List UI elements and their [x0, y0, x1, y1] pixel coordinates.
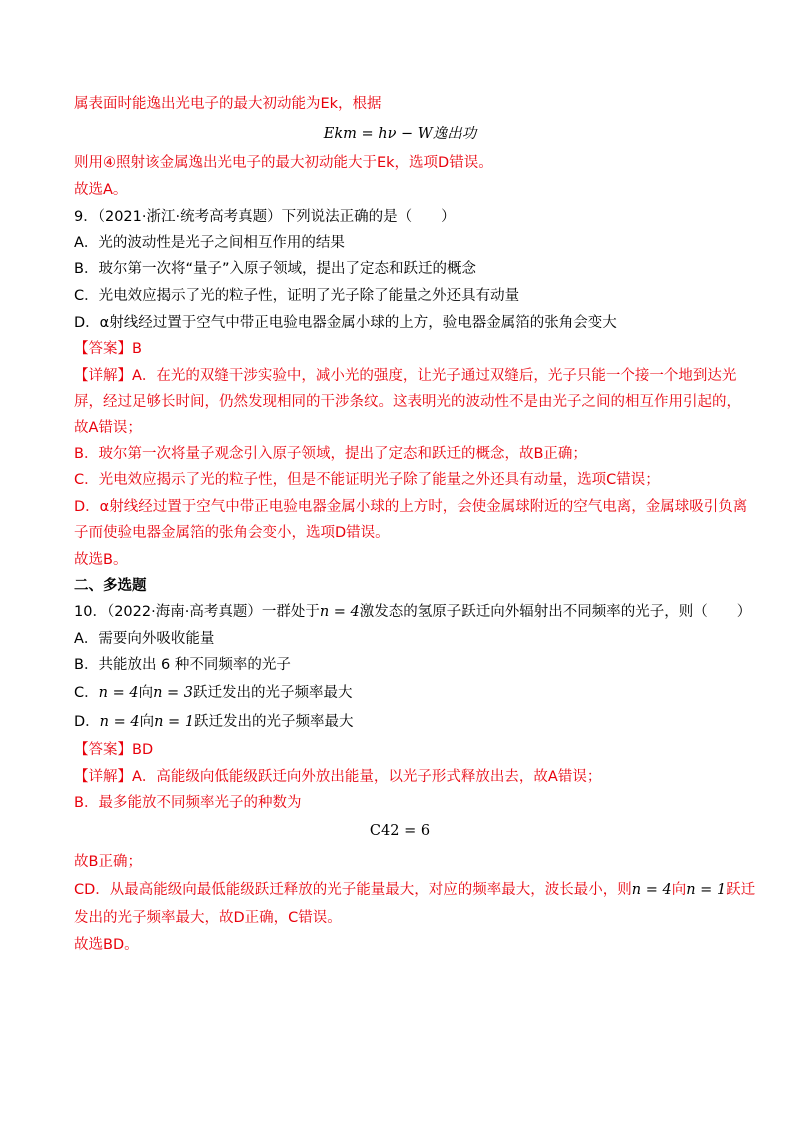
- formula-photoelectric: Ekm = hν − W逸出功: [323, 126, 477, 142]
- q9-detail-1: 【详解】A．在光的双缝干涉实验中，减小光的强度，让光子通过双缝后，光子只能一个接一个地到达光: [74, 368, 737, 384]
- q10-detail-4-text-3: 跃迁: [726, 882, 756, 898]
- q10-option-c: [74, 683, 353, 703]
- q10-option-c-math-2: n = 3: [153, 685, 193, 701]
- q9-detail-6: D．α射线经过置于空气中带正电验电器金属小球的上方时，会使金属球附近的空气电离，金属球吸引负离: [74, 499, 748, 515]
- q10-stem-math: n = 4: [319, 604, 360, 620]
- q10-option-c-text-2: 跃迁发出的光子频率最大: [193, 685, 353, 701]
- q10-option-c-math-1: n = 4: [98, 685, 139, 701]
- q10-option-c-label: C．: [74, 685, 99, 701]
- q10-option-d-text: 向: [139, 714, 155, 730]
- q9-option-a: A．光的波动性是光子之间相互作用的结果: [74, 235, 345, 251]
- q10-conclusion: 故选BD。: [74, 937, 139, 953]
- q10-detail-1: 【详解】A．高能级向低能级跃迁向外放出能量，以光子形式释放出去，故A错误；: [74, 769, 602, 785]
- q9-detail-4: B．玻尔第一次将量子观念引入原子领域，提出了定态和跃迁的概念，故B正确；: [74, 446, 587, 462]
- continuation-line-2: 则用④照射该金属逸出光电子的最大初动能大于Ek，选项D错误。: [74, 155, 493, 171]
- q9-stem: 9．（2021·浙江·统考高考真题）下列说法正确的是（ ）: [74, 209, 456, 225]
- q10-option-b: B．共能放出 6 种不同频率的光子: [74, 657, 291, 673]
- q10-stem-text: 10．（2022·海南·高考真题）一群处于: [74, 604, 320, 620]
- q10-stem-text-2: 激发态的氢原子跃迁向外辐射出不同频率的光子，则（ ）: [359, 604, 752, 620]
- q10-detail-4-text: CD．从最高能级向最低能级跃迁释放的光子能量最大，对应的频率最大，波长最小，则: [74, 882, 632, 898]
- q9-detail-5: C．光电效应揭示了光的粒子性，但是不能证明光子除了能量之外还具有动量，选项C错误；: [74, 472, 660, 488]
- q10-option-d: [74, 712, 354, 732]
- continuation-conclusion: 故选A。: [74, 182, 128, 198]
- q10-option-d-label: D．: [74, 714, 100, 730]
- q10-detail-4-text-2: 向: [671, 882, 687, 898]
- continuation-line-1: 属表面时能逸出光电子的最大初动能为Ek，根据: [74, 96, 382, 112]
- q9-option-d: D．α射线经过置于空气中带正电验电器金属小球的上方，验电器金属箔的张角会变大: [74, 315, 617, 331]
- section-heading: 二、多选题: [74, 578, 147, 594]
- q9-option-b: B．玻尔第一次将“量子”入原子领域，提出了定态和跃迁的概念: [74, 261, 476, 277]
- q10-option-c-text: 向: [138, 685, 154, 701]
- q10-option-d-text-2: 跃迁发出的光子频率最大: [194, 714, 354, 730]
- q9-option-c: C．光电效应揭示了光的粒子性，证明了光子除了能量之外还具有动量: [74, 288, 520, 304]
- q9-conclusion: 故选B。: [74, 552, 128, 568]
- q10-detail-5: 发出的光子频率最大，故D正确，C错误。: [74, 910, 342, 926]
- q9-detail-2: 屏，经过足够长时间，仍然发现相同的干涉条纹。这表明光的波动性不是由光子之间的相互作用引起的，: [74, 394, 741, 410]
- q10-stem: [74, 602, 751, 622]
- formula-combination: C42 = 6: [369, 823, 431, 839]
- q10-detail-4: [74, 880, 755, 900]
- q9-detail-3: 故A错误；: [74, 420, 142, 436]
- q10-detail-2: B．最多能放不同频率光子的种数为: [74, 795, 302, 811]
- q10-detail-3: 故B正确；: [74, 854, 142, 870]
- q10-option-a: A．需要向外吸收能量: [74, 631, 215, 647]
- q9-detail-7: 子而使验电器金属箔的张角会变小，选项D错误。: [74, 525, 390, 541]
- q10-answer: 【答案】BD: [74, 742, 154, 758]
- q10-detail-4-math-1: n = 4: [631, 882, 672, 898]
- q10-option-d-math-2: n = 1: [154, 714, 195, 730]
- q9-answer: 【答案】B: [74, 341, 142, 357]
- q10-option-d-math-1: n = 4: [99, 714, 140, 730]
- q10-detail-4-math-2: n = 1: [686, 882, 727, 898]
